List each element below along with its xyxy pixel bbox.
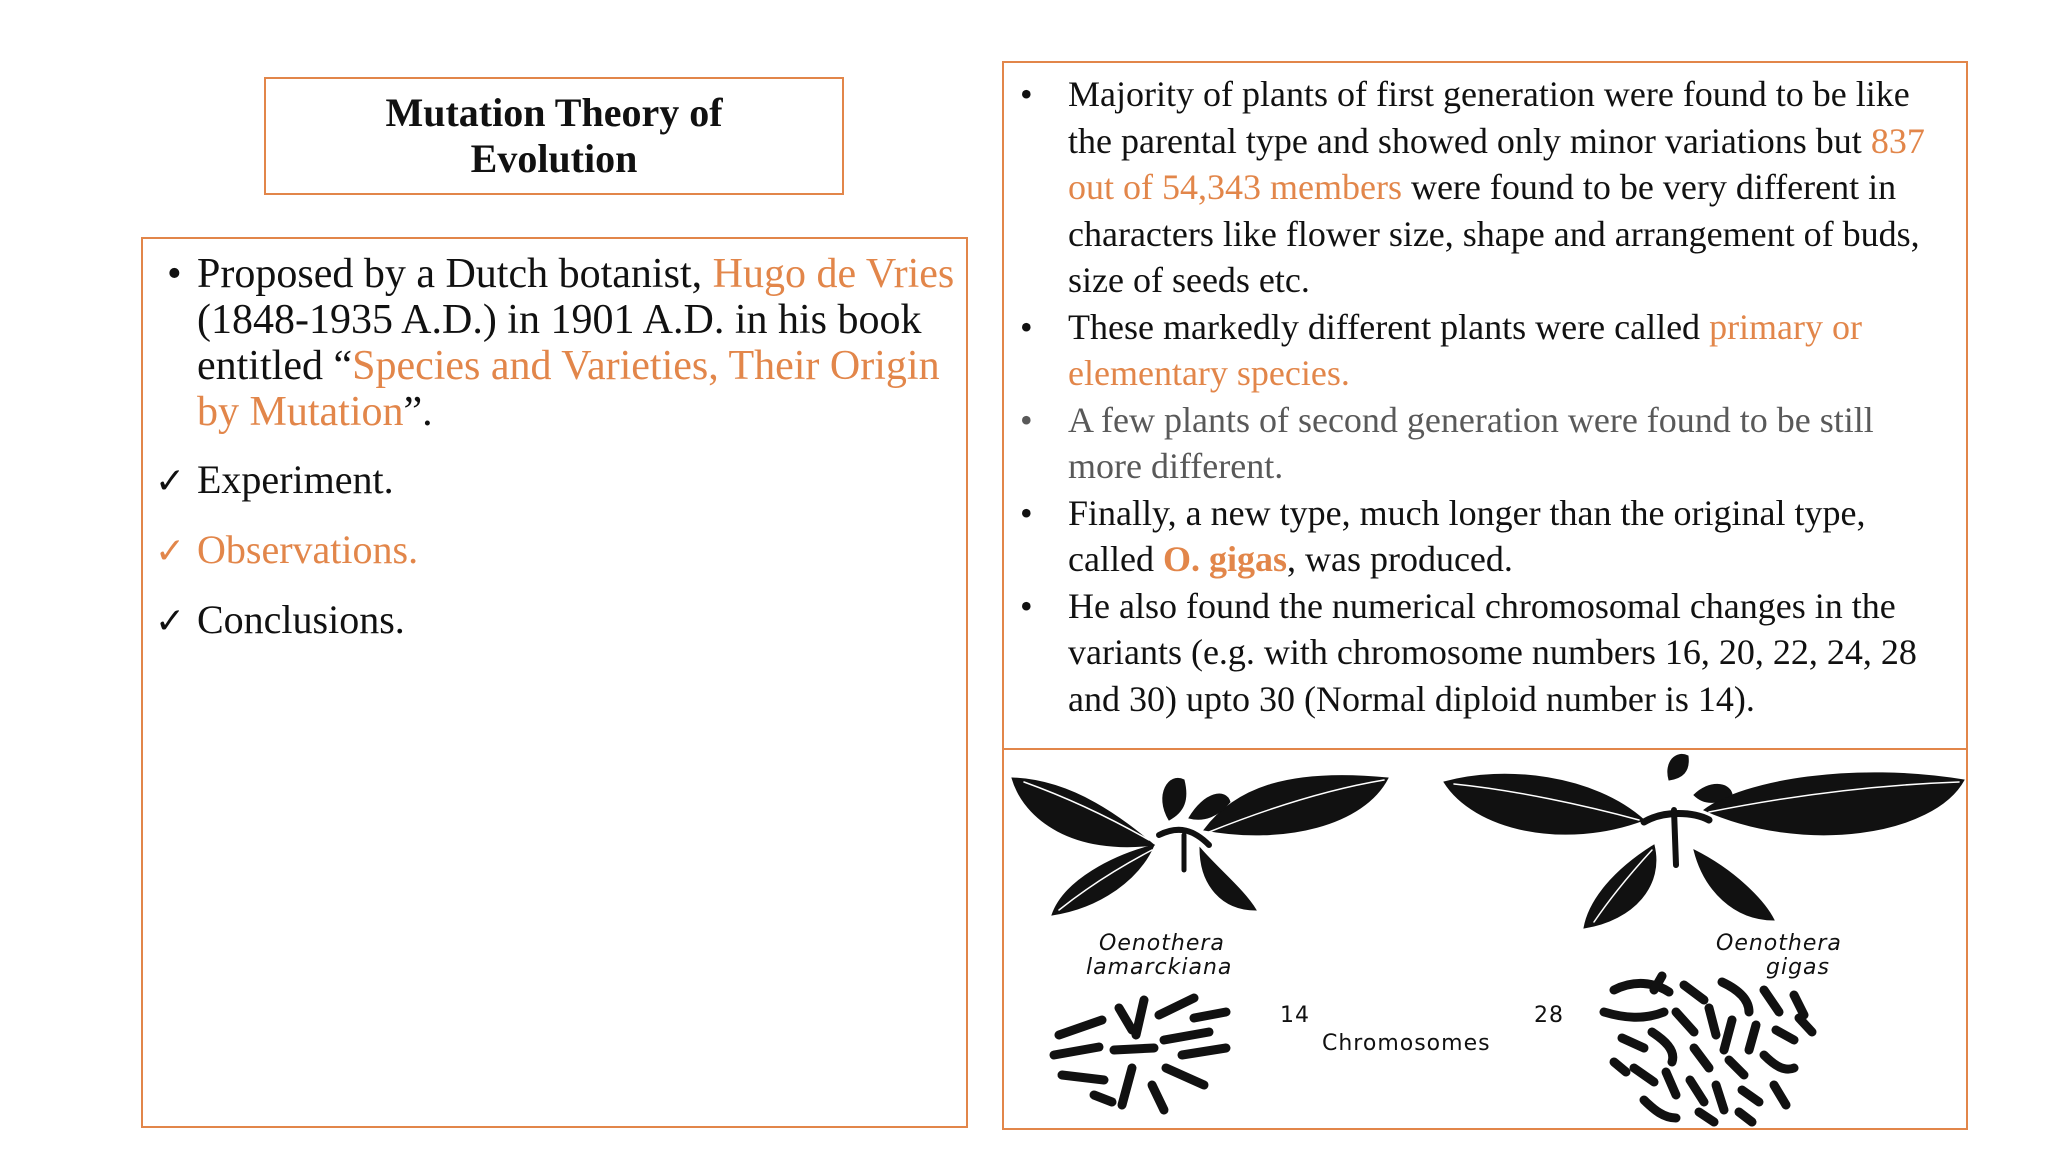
book-title: Species and Varieties, Their Origin by Mutation — [197, 343, 940, 435]
lamarckiana-chromosomes — [1054, 998, 1226, 1110]
observation-bullet-1: • Majority of plants of first generation were found to be like the parental type and showed only minor variations but 837 out of 54,343 members were found to be very different in characters like flower size, shape and arrangement of buds, size of seeds etc. — [1004, 71, 1940, 304]
chromosome-count-right: 28 — [1534, 1003, 1564, 1028]
oenothera-figure-drawing — [1004, 750, 1966, 1128]
observation-bullet-4: • Finally, a new type, much longer than the original type, called O. gigas, was produced. — [1004, 490, 1940, 583]
bullet-icon: • — [167, 251, 182, 297]
check-item-experiment: ✓ Experiment. — [155, 457, 956, 505]
title-box — [264, 77, 844, 195]
chromosome-count-left: 14 — [1280, 1003, 1310, 1028]
bullet-icon: • — [1020, 306, 1033, 347]
gigas-label-line1: Oenothera — [1716, 931, 1842, 956]
bullet-icon: • — [1020, 399, 1033, 440]
chromosomes-label: Chromosomes — [1322, 1031, 1491, 1056]
lamarckiana-plant-illustration — [1012, 776, 1388, 915]
lamarckiana-label-line1: Oenothera — [1099, 931, 1225, 956]
author-name: Hugo de Vries — [712, 251, 955, 297]
checkmark-icon: ✓ — [155, 461, 186, 502]
check-item-conclusions: ✓ Conclusions. — [155, 597, 956, 645]
bullet-icon: • — [1020, 492, 1033, 533]
oenothera-figure — [1002, 748, 1968, 1130]
gigas-chromosomes — [1604, 976, 1812, 1122]
gigas-label-line2: gigas — [1766, 955, 1830, 980]
bullet-icon: • — [1020, 74, 1033, 114]
lamarckiana-label-line2: lamarckiana — [1086, 955, 1233, 980]
highlight-gigas: O. gigas — [1162, 539, 1287, 579]
observation-bullet-3: • A few plants of second generation were found to be still more different. — [1004, 397, 1940, 490]
highlight-count: 837 out of 54,343 members — [1068, 120, 1925, 207]
intro-bullet: • Proposed by a Dutch botanist, Hugo de Vries (1848-1935 A.D.) in 1901 A.D. in his book entitled “Species and Varieties, Their Origin by Mutation”. — [167, 251, 955, 435]
slide-title: Mutation Theory of Evolution — [385, 90, 723, 181]
observations-box — [1002, 61, 1968, 755]
checkmark-icon: ✓ — [155, 531, 186, 572]
highlight-species: primary or elementary species. — [1068, 306, 1863, 393]
check-item-observations: ✓ Observations. — [155, 527, 956, 575]
gigas-plant-illustration — [1444, 754, 1964, 928]
checkmark-icon: ✓ — [155, 601, 186, 642]
observation-bullet-5: • He also found the numerical chromosomal changes in the variants (e.g. with chromosome numbers 16, 20, 22, 24, 28 and 30) upto 30 (Normal diploid number is 14). — [1004, 583, 1940, 723]
observation-bullet-2: • These markedly different plants were called primary or elementary species. — [1004, 304, 1940, 397]
bullet-icon: • — [1020, 585, 1033, 626]
left-content-box — [141, 237, 968, 1128]
